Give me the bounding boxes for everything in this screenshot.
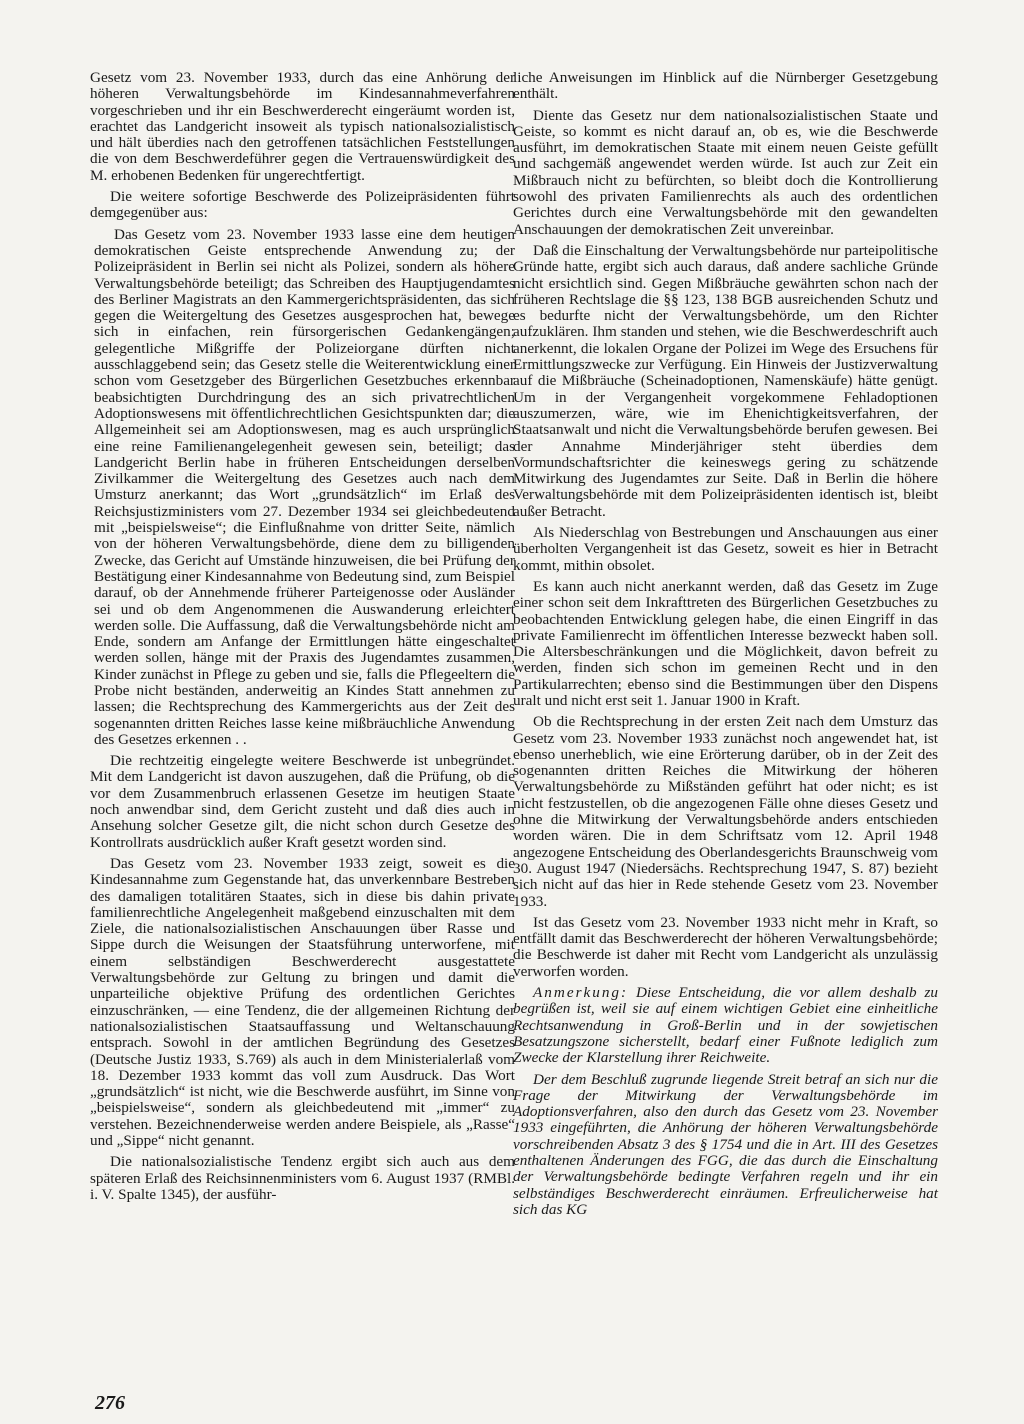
left-column — [90, 70, 515, 1208]
paragraph: Ob die Rechtsprechung in der ersten Zeit nach dem Umsturz das Gesetz vom 23. November 1933 zunächst noch angewendet hat, ist ebenso unerheblich, wie eine Erörterung darüber, ob in der Zeit des sogenannten dritten Reiches die Mitwirkung der höheren Verwaltungsbehörde zu Mißständen geführt hat oder nicht; es ist nicht festzustellen, ob die angezogenen Fälle ohne dieses Gesetz und ohne die Mitwirkung der Verwaltungsbehörde anders entschieden worden wären. Die in dem Schriftsatz vom 12. April 1948 angezogene Entscheidung des Oberlandesgerichts Braunschweig vom 30. August 1947 (Niedersächs. Rechtsprechung 1947, S. 87) bezieht sich nicht auf das hier in Rede stehende Gesetz vom 23. November 1933. — [513, 713, 938, 910]
annotation-paragraph: Der dem Beschluß zugrunde liegende Streit betraf an sich nur die Frage der Mitwirkung der Verwaltungsbehörde im Adoptionsverfahren, also den durch das Gesetz vom 23. November 1933 eingeführten, die Anhörung der höheren Verwaltungsbehörde vorschreibenden Absatz 3 des § 1754 und die in Art. III des Gesetzes enthaltenen Änderungen des FGG, die das durch die Einschaltung der Verwaltungsbehörde bedingte Verfahren regeln und ihr ein selbständiges Beschwerderecht einräumen. Erfreulicherweise hat sich das KG — [513, 1070, 938, 1218]
page-number: 276 — [95, 1392, 125, 1414]
paragraph: Gesetz vom 23. November 1933, durch das eine Anhörung der höheren Verwaltungsbehörde im Kindesannahmeverfahren vorgeschrieben und ihr ein Beschwerderecht eingeräumt worden ist, erachtet das Landgericht insoweit als typisch nationalsozialistisch und hält überdies nach den getroffenen tatsächlichen Feststellungen die von dem Beschwerdeführer gegen die Vertrauenswürdigkeit des M. erhobenen Bedenken für ungerechtfertigt. — [90, 69, 515, 184]
paragraph: Die weitere sofortige Beschwerde des Polizeipräsidenten führt demgegenüber aus: — [90, 188, 515, 222]
paragraph: Die nationalsozialistische Tendenz ergibt sich auch aus dem späteren Erlaß des Reichsinnenministers vom 6. August 1937 (RMBl. i. V. Spalte 1345), der ausführ- — [90, 1153, 515, 1203]
paragraph: Daß die Einschaltung der Verwaltungsbehörde nur parteipolitische Gründe hatte, ergibt sich auch daraus, daß andere sachliche Gründe nicht ersichtlich sind. Gegen Mißbräuche gewährten schon nach der früheren Rechtslage die §§ 123, 138 BGB ausreichenden Schutz und es bedurfte nicht der Verwaltungsbehörde, um den Richter aufzuklären. Ihm standen und stehen, wie die Beschwerdeschrift auch anerkennt, die lokalen Organe der Polizei im Wege des Ersuchens für Ermittlungszwecke zur Verfügung. Ein Hinweis der Justizverwaltung auf die Mißbräuche (Scheinadoptionen, Namenskäufe) hätte genügt. Um in der Vergangenheit vorgekommene Fehladoptionen auszumerzen, wäre, wie im Ehenichtigkeitsverfahren, der Staatsanwalt und nicht die Verwaltungsbehörde berufen gewesen. Bei der Annahme Minderjähriger steht überdies dem Vormundschaftsrichter die keineswegs gering zu schätzende Mitwirkung des Jugendamtes zur Seite. Daß in Berlin die höhere Verwaltungsbehörde mit dem Polizeipräsidenten identisch ist, bleibt außer Betracht. — [513, 241, 938, 520]
paragraph: Ist das Gesetz vom 23. November 1933 nicht mehr in Kraft, so entfällt damit das Beschwerderecht der höheren Verwaltungsbehörde; die Beschwerde ist daher mit Recht vom Landgericht als unzulässig verworfen worden. — [513, 913, 938, 980]
annotation-label: Anmerkung: — [533, 984, 629, 1002]
annotation-text: Diese Entscheidung, die vor allem deshalb zu begrüßen ist, weil sie auf einem wichtigen Gebiet eine einheitliche Rechtsanwendung in Groß-Berlin und in der sowjetischen Besatzungszone sicherstellt, bedarf einer Fußnote lediglich zum Zwecke der Klarstellung ihrer Reichweite. — [513, 984, 938, 1067]
right-column — [513, 70, 938, 1223]
annotation-paragraph — [513, 985, 938, 1066]
paragraph: Die rechtzeitig eingelegte weitere Beschwerde ist unbegründet. Mit dem Landgericht ist davon auszugehen, daß die Prüfung, ob die vor dem Zusammenbruch erlassenen Gesetze im heutigen Staate noch anwendbar sind, dem Gericht zusteht und daß dies auch in Ansehung solcher Gesetze gilt, die nicht schon durch Gesetze des Kontrollrats ausdrücklich außer Kraft gesetzt worden sind. — [90, 752, 515, 851]
paragraph: Diente das Gesetz nur dem nationalsozialistischen Staate und Geiste, so kommt es nicht darauf an, ob es, wie die Beschwerde ausführt, im demokratischen Staate mit einem neuen Geiste gefüllt und sachgemäß angewendet werden würde. Ist auch zur Zeit ein Mißbrauch nicht zu befürchten, so bleibt doch die Kontrollierung sowohl des privaten Familienrechts als auch des ordentlichen Gerichtes durch eine Verwaltungsbehörde mit den gewandelten Anschauungen der demokratischen Zeit unvereinbar. — [513, 106, 938, 238]
quoted-paragraph: Das Gesetz vom 23. November 1933 lasse eine dem heutigen demokratischen Geiste entsprechende Anwendung zu; der Polizeipräsident in Berlin sei nicht als Polizei, sondern als höhere Verwaltungsbehörde beteiligt; das Schreiben des Hauptjugendamtes des Berliner Magistrats an den Kammergerichtspräsidenten, das sich gegen die Weitergeltung des Gesetzes ausgesprochen hat, bewege sich in einfachen, rein fürsorgerischen Gedankengängen; gelegentliche Mißgriffe der Polizeiorgane dürften nicht ausschlaggebend sein; das Gesetz stelle die Weiterentwicklung einer schon vom Gesetzgeber des Bürgerlichen Gesetzbuches erkennbar beabsichtigten Durchdringung des an sich privatrechtlichen Adoptionswesens mit öffentlichrechtlichen Gesichtspunkten dar; die Allgemeinheit sei am Adoptionswesen, mag es auch ursprünglich eine reine Familienangelegenheit gewesen sein, beteiligt; das Landgericht Berlin habe in früheren Entscheidungen derselben Zivilkammer die Weitergeltung des Gesetzes auch nach dem Umsturz anerkannt; das Wort „grundsätzlich“ im Erlaß des Reichsjustizministers vom 27. Dezember 1934 sei gleichbedeutend mit „beispielsweise“; die Einflußnahme von dritter Seite, nämlich von der höheren Verwaltungsbehörde, diene dem zu billigenden Zwecke, das Gericht auf Umstände hinzuweisen, die bei Prüfung der Bestätigung einer Kindesannahme von Bedeutung sind, zum Beispiel darauf, ob der Annehmende früherer Parteigenosse oder Ausländer sei und ob dem Angenommenen die Auswanderung erleichtert werden solle. Die Auffassung, daß die Verwaltungsbehörde nicht am Ende, sondern am Anfange der Ermittlungen hätte eingeschaltet werden sollen, hänge mit der Praxis des Jugendamtes zusammen, Kinder zunächst in Pflege zu geben und sie, falls die Pflegeeltern die Probe nicht beständen, anderweitig an Kindes Statt annehmen zu lassen; die Rechtsprechung des Kammergerichts aus der Zeit des sogenannten dritten Reiches lasse keine mißbräuchliche Anwendung des Gesetzes erkennen . . — [94, 225, 515, 748]
paragraph: Das Gesetz vom 23. November 1933 zeigt, soweit es die Kindesannahme zum Gegenstande hat, das unverkennbare Bestreben des damaligen totalitären Staates, sich in diese bis dahin private familienrechtliche Angelegenheit maßgebend einzuschalten mit dem Ziele, die nationalsozialistischen Anschauungen über Rasse und Sippe durch die Weisungen der Staatsführung unterworfene, mit einem selbständigen Beschwerderecht ausgestattete Verwaltungsbehörde zur Geltung zu bringen und damit die unparteiliche objektive Prüfung des ordentlichen Gerichtes einzuschränken, — eine Tendenz, die der allgemeinen Richtung der nationalsozialistischen Staatsauffassung und Weltanschauung entsprach. Sowohl in der amtlichen Begründung des Gesetzes (Deutsche Justiz 1933, S.769) als auch in dem Ministerialerlaß vom 18. Dezember 1933 kommt das voll zum Ausdruck. Das Wort „grundsätzlich“ ist nicht, wie die Beschwerde ausführt, im Sinne von „beispielsweise“, sondern als gleichbedeutend mit „immer“ zu verstehen. Bezeichnenderweise werden andere Beispiele, als „Rasse“ und „Sippe“ nicht genannt. — [90, 854, 515, 1149]
paragraph: Es kann auch nicht anerkannt werden, daß das Gesetz im Zuge einer schon seit dem Inkrafttreten des Bürgerlichen Gesetzbuches zu beobachtenden Entwicklung gelegen habe, die einen Eingriff in das private Familienrecht im öffentlichen Interesse bezweckt haben soll. Die Altersbeschränkungen und die Möglichkeit, davon befreit zu werden, finden sich schon im gemeinen Recht und in den Partikularrechten; ebenso sind die Bestimmungen über den Dispens uralt und nicht erst seit 1. Januar 1900 in Kraft. — [513, 577, 938, 709]
paragraph: Als Niederschlag von Bestrebungen und Anschauungen aus einer überholten Vergangenheit ist das Gesetz, soweit es hier in Betracht kommt, mithin obsolet. — [513, 524, 938, 574]
paragraph: liche Anweisungen im Hinblick auf die Nürnberger Gesetzgebung enthält. — [513, 69, 938, 103]
